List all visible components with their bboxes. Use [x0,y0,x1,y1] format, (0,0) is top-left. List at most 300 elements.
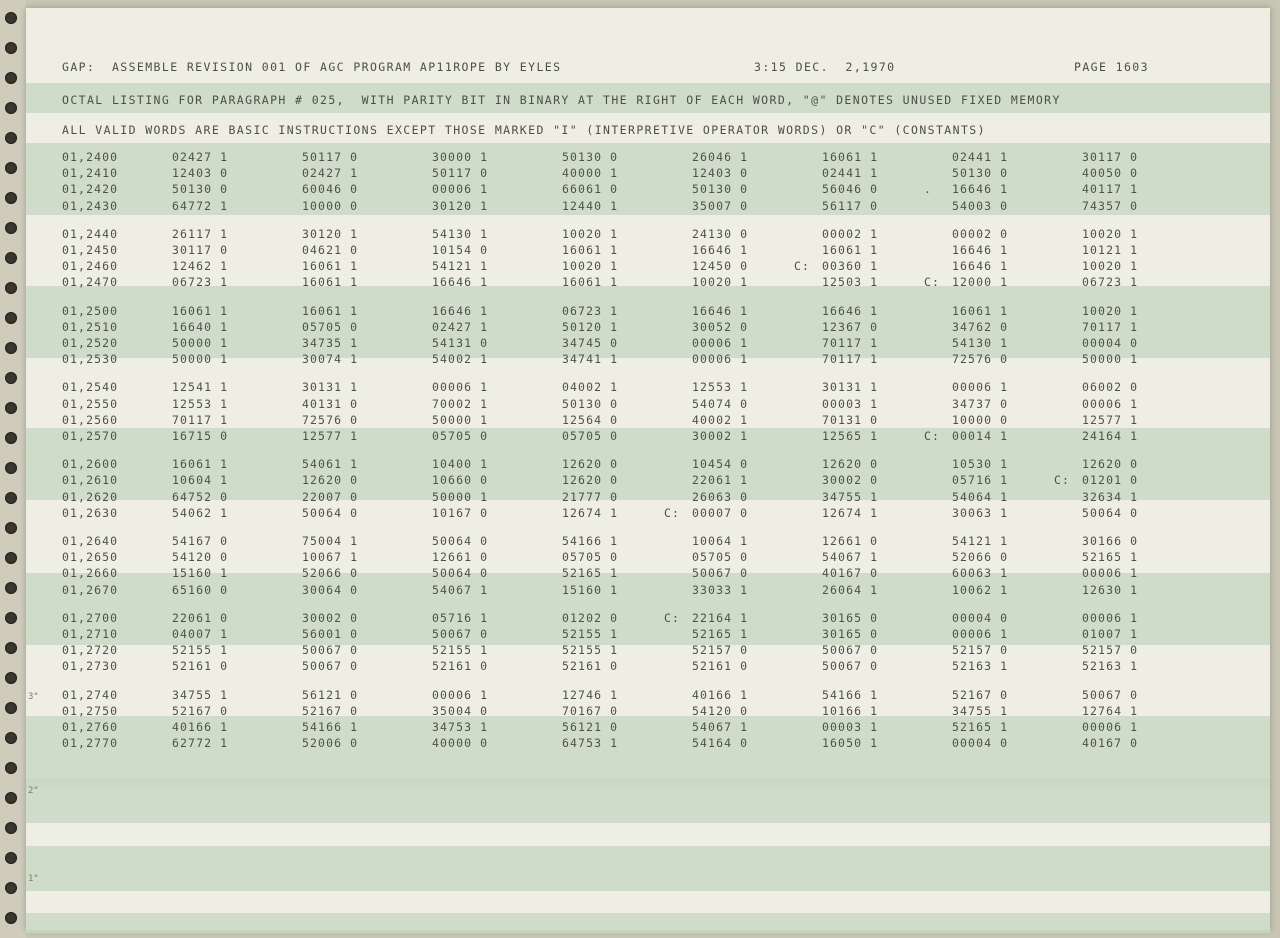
octal-word: 50120 1 [562,319,619,334]
octal-word: 16061 1 [822,150,879,164]
octal-word: 10020 1 [562,259,619,274]
octal-word: 54120 0 [692,703,749,718]
octal-word: 01202 0 [562,610,619,625]
octal-word: 21777 0 [562,489,619,504]
octal-word: 12565 1 [822,429,879,443]
octal-word: 06002 0 [1082,380,1139,395]
octal-word: 50117 0 [302,150,359,164]
octal-word: 00004 0 [1082,336,1139,350]
memory-address: 01,2410 [62,166,119,181]
octal-word: 40050 0 [1082,166,1139,181]
memory-address: 01,2540 [62,380,119,395]
octal-word: 34741 1 [562,352,619,367]
octal-word: 54061 1 [302,457,359,472]
memory-address: 01,2450 [62,243,119,257]
feed-hole [5,612,17,624]
octal-word: 56121 0 [302,687,359,702]
feed-hole [5,372,17,384]
listing-row [26,275,1270,293]
tractor-feed-strip [0,0,26,938]
octal-word: 50067 0 [302,659,359,674]
octal-word: 52165 1 [562,566,619,581]
octal-word: 16061 1 [302,303,359,318]
octal-word: 52155 1 [562,627,619,641]
octal-word: 12553 1 [692,380,749,395]
octal-word: 12620 0 [1082,457,1139,472]
header-page-number: PAGE 1603 [1074,60,1149,74]
octal-word: 34762 0 [952,319,1009,334]
octal-word: 52066 0 [302,566,359,581]
octal-word: 50130 0 [172,182,229,197]
octal-word: 40000 1 [562,166,619,181]
octal-word: 04621 0 [302,243,359,257]
octal-word: 00003 1 [822,720,879,734]
octal-word: 30120 1 [302,226,359,241]
constant-marker: C: [1054,473,1071,488]
listing-row [26,659,1270,677]
octal-word: 35007 0 [692,198,749,213]
octal-word: 10000 0 [952,412,1009,427]
octal-word: 26046 1 [692,150,749,164]
octal-word: 70117 1 [1082,319,1139,334]
octal-word: 12620 0 [562,457,619,472]
octal-word: 06723 1 [1082,275,1139,290]
octal-word: 52157 0 [1082,643,1139,658]
octal-word: 16640 1 [172,319,229,334]
octal-word: 00360 1 [822,259,879,274]
ruler-mark-3in: 3" [28,692,39,702]
octal-word: 10020 1 [1082,226,1139,241]
octal-word: 06723 1 [172,275,229,290]
memory-address: 01,2430 [62,198,119,213]
octal-word: 75004 1 [302,534,359,548]
octal-word: 54130 1 [952,336,1009,350]
octal-word: 56001 0 [302,627,359,641]
octal-word: 24164 1 [1082,429,1139,443]
octal-word: 60046 0 [302,182,359,197]
octal-word: 30120 1 [432,198,489,213]
octal-word: 30117 0 [172,243,229,257]
octal-word: 00014 1 [952,429,1009,443]
octal-word: 00006 1 [1082,396,1139,411]
octal-word: 52161 0 [692,659,749,674]
memory-address: 01,2710 [62,627,119,641]
feed-hole [5,192,17,204]
octal-word: 30131 1 [822,380,879,395]
octal-word: 05705 0 [432,429,489,443]
octal-word: 04002 1 [562,380,619,395]
octal-word: 50067 0 [822,659,879,674]
octal-word: 26117 1 [172,226,229,241]
octal-word: 40131 0 [302,396,359,411]
memory-address: 01,2520 [62,336,119,350]
octal-word: 10166 1 [822,703,879,718]
octal-word: 30064 0 [302,582,359,597]
octal-word: 52167 0 [952,687,1009,702]
memory-address: 01,2630 [62,505,119,520]
listing-row [26,199,1270,217]
octal-word: 04007 1 [172,627,229,641]
octal-word: 52155 1 [172,643,229,658]
octal-word: 40002 1 [692,412,749,427]
octal-word: 16646 1 [692,303,749,318]
octal-word: 52006 0 [302,736,359,751]
octal-word: 50064 0 [1082,505,1139,520]
octal-word: 16061 1 [302,275,359,290]
octal-word: 00007 0 [692,505,749,520]
octal-word: 54164 0 [692,736,749,751]
octal-word: 00002 1 [822,226,879,241]
octal-word: 50064 0 [432,534,489,548]
octal-word: 34755 1 [952,703,1009,718]
octal-word: 02441 1 [952,150,1009,164]
constant-marker: C: [664,610,681,625]
octal-word: 30074 1 [302,352,359,367]
octal-word: 01201 0 [1082,473,1139,488]
octal-word: 54003 0 [952,198,1009,213]
header-line-2: OCTAL LISTING FOR PARAGRAPH # 025, WITH PARITY BIT IN BINARY AT THE RIGHT OF EACH WORD, "@" DENOTES UNUSED FIXED MEMORY [62,93,1061,107]
octal-word: 30063 1 [952,505,1009,520]
octal-word: 54067 1 [432,582,489,597]
octal-word: 34755 1 [822,489,879,504]
constant-marker: C: [664,505,681,520]
octal-word: 33033 1 [692,582,749,597]
listing-row [26,583,1270,601]
constant-marker: C: [794,259,811,274]
feed-hole [5,852,17,864]
octal-word: 16646 1 [432,275,489,290]
octal-word: 72576 0 [302,412,359,427]
octal-word: 16646 1 [952,243,1009,257]
octal-word: 50067 0 [302,643,359,658]
octal-word: 54121 1 [952,534,1009,548]
octal-word: 12746 1 [562,687,619,702]
feed-hole [5,252,17,264]
octal-word: 54121 1 [432,259,489,274]
octal-word: 70117 1 [822,352,879,367]
octal-word: 02427 1 [302,166,359,181]
octal-word: 22007 0 [302,489,359,504]
octal-word: 16061 1 [562,243,619,257]
feed-hole [5,342,17,354]
octal-word: 00006 1 [432,380,489,395]
feed-hole [5,672,17,684]
octal-word: 00004 0 [952,610,1009,625]
memory-address: 01,2750 [62,703,119,718]
octal-word: 12403 0 [692,166,749,181]
octal-word: 52165 1 [1082,550,1139,565]
octal-word: 34735 1 [302,336,359,350]
octal-word: 52157 0 [952,643,1009,658]
octal-word: 70131 0 [822,412,879,427]
memory-address: 01,2720 [62,643,119,658]
octal-word: 16646 1 [692,243,749,257]
memory-address: 01,2740 [62,687,119,702]
feed-hole [5,582,17,594]
green-bar [26,778,1270,823]
octal-word: 22061 0 [172,610,229,625]
octal-word: 54067 1 [822,550,879,565]
octal-word: 70117 1 [822,336,879,350]
octal-word: 12661 0 [432,550,489,565]
octal-word: 10121 1 [1082,243,1139,257]
octal-word: 40167 0 [1082,736,1139,751]
octal-word: 16061 1 [952,303,1009,318]
feed-hole [5,312,17,324]
octal-word: 26063 0 [692,489,749,504]
feed-hole [5,822,17,834]
octal-word: 50000 1 [432,489,489,504]
octal-word: 12462 1 [172,259,229,274]
memory-address: 01,2510 [62,319,119,334]
octal-word: 52161 0 [172,659,229,674]
feed-hole [5,522,17,534]
octal-word: 52167 0 [302,703,359,718]
octal-word: 52155 1 [562,643,619,658]
octal-word: 15160 1 [172,566,229,581]
octal-word: 50130 0 [692,182,749,197]
listing-row [26,736,1270,754]
octal-word: 34753 1 [432,720,489,734]
octal-word: 00006 1 [1082,610,1139,625]
green-bar [26,913,1270,933]
octal-word: 30000 1 [432,150,489,164]
constant-marker: C: [924,275,941,290]
octal-word: 10067 1 [302,550,359,565]
octal-word: 70167 0 [562,703,619,718]
octal-word: 34745 0 [562,336,619,350]
octal-word: 65160 0 [172,582,229,597]
octal-word: 54064 1 [952,489,1009,504]
octal-word: 64772 1 [172,198,229,213]
octal-word: 50000 1 [172,336,229,350]
octal-word: 32634 1 [1082,489,1139,504]
octal-word: 10020 1 [1082,303,1139,318]
octal-word: 70002 1 [432,396,489,411]
octal-word: 50067 0 [692,566,749,581]
octal-word: 50000 1 [172,352,229,367]
octal-word: 54166 1 [302,720,359,734]
memory-address: 01,2460 [62,259,119,274]
octal-word: 34737 0 [952,396,1009,411]
octal-word: 16646 1 [822,303,879,318]
octal-word: 16061 1 [302,259,359,274]
octal-word: 02427 1 [432,319,489,334]
octal-word: 12553 1 [172,396,229,411]
octal-word: 30165 0 [822,610,879,625]
octal-word: 40117 1 [1082,182,1139,197]
octal-word: 02427 1 [172,150,229,164]
octal-word: 12564 0 [562,412,619,427]
listing-row [26,352,1270,370]
octal-word: 12577 1 [302,429,359,443]
octal-word: 10062 1 [952,582,1009,597]
octal-word: 54167 0 [172,534,229,548]
constant-marker: C: [924,429,941,443]
octal-word: 52161 0 [432,659,489,674]
octal-word: 10454 0 [692,457,749,472]
octal-word: 12440 1 [562,198,619,213]
octal-word: 40166 1 [692,687,749,702]
feed-hole [5,552,17,564]
octal-word: 40166 1 [172,720,229,734]
octal-word: 35004 0 [432,703,489,718]
octal-word: 12620 0 [562,473,619,488]
octal-word: 06723 1 [562,303,619,318]
octal-word: 64752 0 [172,489,229,504]
octal-word: 52163 1 [952,659,1009,674]
feed-hole [5,462,17,474]
octal-word: 10154 0 [432,243,489,257]
octal-word: 54074 0 [692,396,749,411]
octal-word: 52165 1 [952,720,1009,734]
feed-hole [5,882,17,894]
octal-word: 52161 0 [562,659,619,674]
octal-word: 24130 0 [692,226,749,241]
header-line-1: GAP: ASSEMBLE REVISION 001 OF AGC PROGRAM AP11ROPE BY EYLES [62,60,562,74]
octal-word: 62772 1 [172,736,229,751]
octal-word: 10020 1 [562,226,619,241]
octal-word: 30002 1 [692,429,749,443]
octal-word: 54067 1 [692,720,749,734]
octal-word: 52167 0 [172,703,229,718]
octal-word: 05705 0 [562,429,619,443]
octal-word: 52155 1 [432,643,489,658]
green-bar [26,846,1270,891]
octal-word: 12541 1 [172,380,229,395]
octal-word: 00006 1 [692,336,749,350]
octal-word: 30117 0 [1082,150,1139,164]
octal-word: 30002 0 [822,473,879,488]
octal-word: 60063 1 [952,566,1009,581]
octal-word: 12367 0 [822,319,879,334]
octal-word: 12620 0 [822,457,879,472]
memory-address: 01,2420 [62,182,119,197]
octal-word: 30165 0 [822,627,879,641]
octal-word: 54062 1 [172,505,229,520]
memory-address: 01,2530 [62,352,119,367]
memory-address: 01,2660 [62,566,119,581]
memory-address: 01,2730 [62,659,119,674]
octal-word: 16646 1 [432,303,489,318]
memory-address: 01,2570 [62,429,119,443]
octal-word: 10020 1 [1082,259,1139,274]
octal-word: 56121 0 [562,720,619,734]
octal-word: 52157 0 [692,643,749,658]
octal-word: 50000 1 [1082,352,1139,367]
feed-hole [5,162,17,174]
memory-address: 01,2440 [62,226,119,241]
feed-hole [5,432,17,444]
octal-word: 12630 1 [1082,582,1139,597]
octal-word: 00006 1 [952,627,1009,641]
memory-address: 01,2640 [62,534,119,548]
octal-word: 54120 0 [172,550,229,565]
octal-word: 02441 1 [822,166,879,181]
octal-word: 52165 1 [692,627,749,641]
octal-word: 16061 1 [562,275,619,290]
octal-word: 10064 1 [692,534,749,548]
octal-word: 54131 0 [432,336,489,350]
octal-word: 12403 0 [172,166,229,181]
octal-word: 00006 1 [952,380,1009,395]
octal-word: 30052 0 [692,319,749,334]
octal-word: 15160 1 [562,582,619,597]
octal-word: 30131 1 [302,380,359,395]
octal-word: 56046 0 [822,182,879,197]
feed-hole [5,732,17,744]
memory-address: 01,2550 [62,396,119,411]
octal-word: 52066 0 [952,550,1009,565]
octal-word: 54130 1 [432,226,489,241]
feed-hole [5,792,17,804]
word-marker-dot: . [924,182,933,197]
memory-address: 01,2560 [62,412,119,427]
octal-word: 12661 0 [822,534,879,548]
octal-word: 50130 0 [562,396,619,411]
octal-word: 05705 0 [562,550,619,565]
octal-word: 30002 0 [302,610,359,625]
feed-hole [5,72,17,84]
octal-word: 16646 1 [952,182,1009,197]
octal-word: 52163 1 [1082,659,1139,674]
octal-word: 12503 1 [822,275,879,290]
octal-word: 16061 1 [172,303,229,318]
memory-address: 01,2760 [62,720,119,734]
feed-hole [5,402,17,414]
feed-hole [5,12,17,24]
octal-word: 50067 0 [822,643,879,658]
paper-sheet [26,8,1270,930]
octal-word: 26064 1 [822,582,879,597]
octal-word: 12674 1 [562,505,619,520]
octal-word: 00006 1 [432,182,489,197]
memory-address: 01,2700 [62,610,119,625]
memory-address: 01,2620 [62,489,119,504]
octal-word: 50067 0 [432,627,489,641]
octal-word: 50064 0 [432,566,489,581]
octal-word: 00004 0 [952,736,1009,751]
octal-word: 50117 0 [432,166,489,181]
octal-word: 05705 0 [692,550,749,565]
octal-word: 50000 1 [432,412,489,427]
octal-word: 74357 0 [1082,198,1139,213]
memory-address: 01,2600 [62,457,119,472]
feed-hole [5,102,17,114]
feed-hole [5,702,17,714]
octal-word: 22061 1 [692,473,749,488]
feed-hole [5,42,17,54]
octal-word: 10660 0 [432,473,489,488]
octal-word: 72576 0 [952,352,1009,367]
feed-hole [5,222,17,234]
octal-word: 16050 1 [822,736,879,751]
octal-word: 50064 0 [302,505,359,520]
memory-address: 01,2650 [62,550,119,565]
memory-address: 01,2770 [62,736,119,751]
octal-word: 12577 1 [1082,412,1139,427]
header-line-3: ALL VALID WORDS ARE BASIC INSTRUCTIONS EXCEPT THOSE MARKED "I" (INTERPRETIVE OPERATOR WORDS) OR "C" (CONSTANTS) [62,123,986,137]
octal-word: 56117 0 [822,198,879,213]
octal-word: 34755 1 [172,687,229,702]
feed-hole [5,642,17,654]
octal-word: 16715 0 [172,429,229,443]
octal-word: 10000 0 [302,198,359,213]
listing-row [26,429,1270,447]
octal-word: 50130 0 [952,166,1009,181]
octal-word: 64753 1 [562,736,619,751]
feed-hole [5,282,17,294]
